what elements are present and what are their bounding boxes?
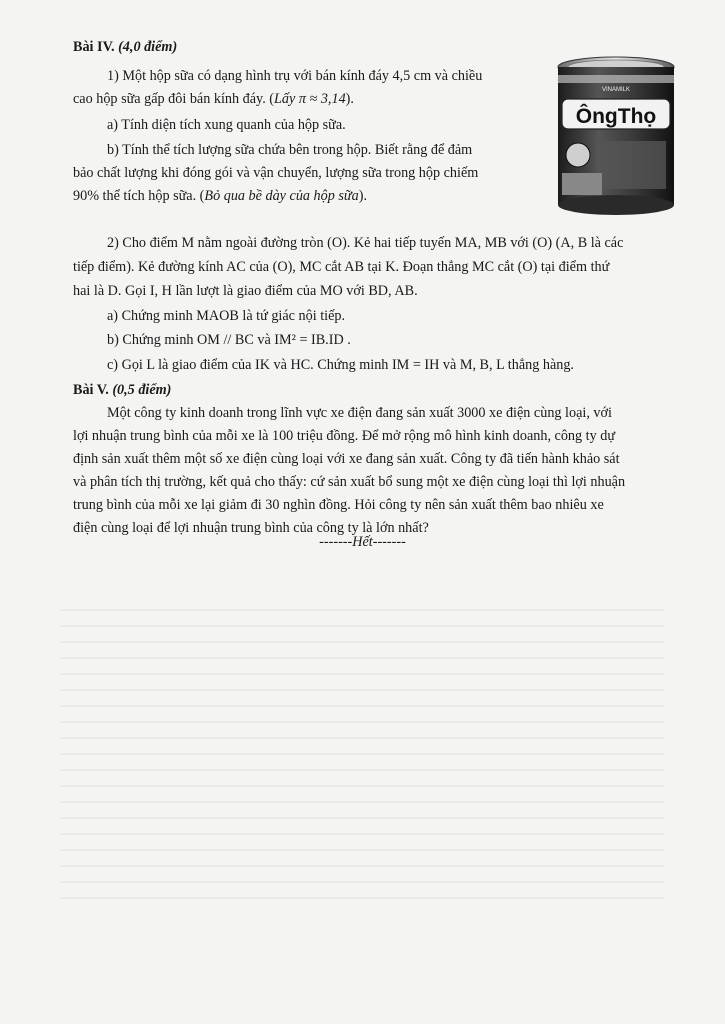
bai5-line2: lợi nhuận trung bình của mỗi xe là 100 triệu đồng. Để mở rộng mô hình kinh doanh, công ty dự [73,428,616,444]
bai4-p2-line2: tiếp điểm). Kẻ đường kính AC của (O), MC cắt AB tại K. Đoạn thẳng MC cắt (O) tại điểm thứ [73,259,610,275]
can-maker-text: VINAMILK [601,87,631,93]
bai4-p2-line1: 2) Cho điểm M nằm ngoài đường tròn (O). Kẻ hai tiếp tuyến MA, MB với (O) (A, B là các [107,235,624,251]
bai4-title: Bài IV. [73,39,115,55]
bai5-line3: định sản xuất thêm một số xe điện cùng loại với xe đang sản xuất. Công ty đã tiến hành khảo sát [73,451,620,467]
bai4-p1a: a) Tính diện tích xung quanh của hộp sữa. [107,117,346,133]
bai4-heading [73,36,177,59]
can-brand-text: ÔngThọ [575,105,657,128]
bai4-p1b-line1: b) Tính thể tích lượng sữa chứa bên trong hộp. Biết rằng để đảm [107,142,473,158]
bai4-p1b-line2: bảo chất lượng khi đóng gói và vận chuyển, lượng sữa trong hộp chiếm [73,165,479,181]
bai5-line1: Một công ty kinh doanh trong lĩnh vực xe điện đang sản xuất 3000 xe điện cùng loại, với [107,405,612,421]
bai4-p2-line3: hai là D. Gọi I, H lần lượt là giao điểm của MO với BD, AB. [73,283,418,299]
bai5-heading [73,379,171,402]
bai4-points: (4,0 điểm) [118,39,178,55]
bai5-line5: trung bình của mỗi xe lại giảm đi 30 nghìn đồng. Hỏi công ty nên sản xuất thêm bao nhiêu xe [73,497,604,513]
bai4-p1-line1: 1) Một hộp sữa có dạng hình trụ với bán kính đáy 4,5 cm và chiều [107,68,483,84]
bai5-line6: điện cùng loại để lợi nhuận trung bình của công ty là lớn nhất? [73,520,429,536]
bai4-p1-line2: cao hộp sữa gấp đôi bán kính đáy. (Lấy π ≈ 3,14). [73,91,354,107]
bleed-through-text [60,600,665,900]
bai4-p1b-line3: 90% thể tích hộp sữa. (Bỏ qua bề dày của hộp sữa). [73,188,368,204]
bai4-p2b: b) Chứng minh OM // BC và IM² = IB.ID . [107,332,351,348]
bai4-p2c: c) Gọi L là giao điểm của IK và HC. Chứng minh IM = IH và M, B, L thẳng hàng. [107,357,574,373]
milk-can-image [552,55,680,217]
bai5-points: (0,5 điểm) [112,382,172,398]
bai4-p2a: a) Chứng minh MAOB là tứ giác nội tiếp. [107,308,346,324]
bai5-title: Bài V. [73,382,109,398]
end-marker: -------Hết------- [319,534,406,550]
bai5-line4: và phân tích thị trường, kết quả cho thấy: cứ sản xuất bổ sung một xe điện cùng loại thì lợi nhuận [73,474,626,490]
